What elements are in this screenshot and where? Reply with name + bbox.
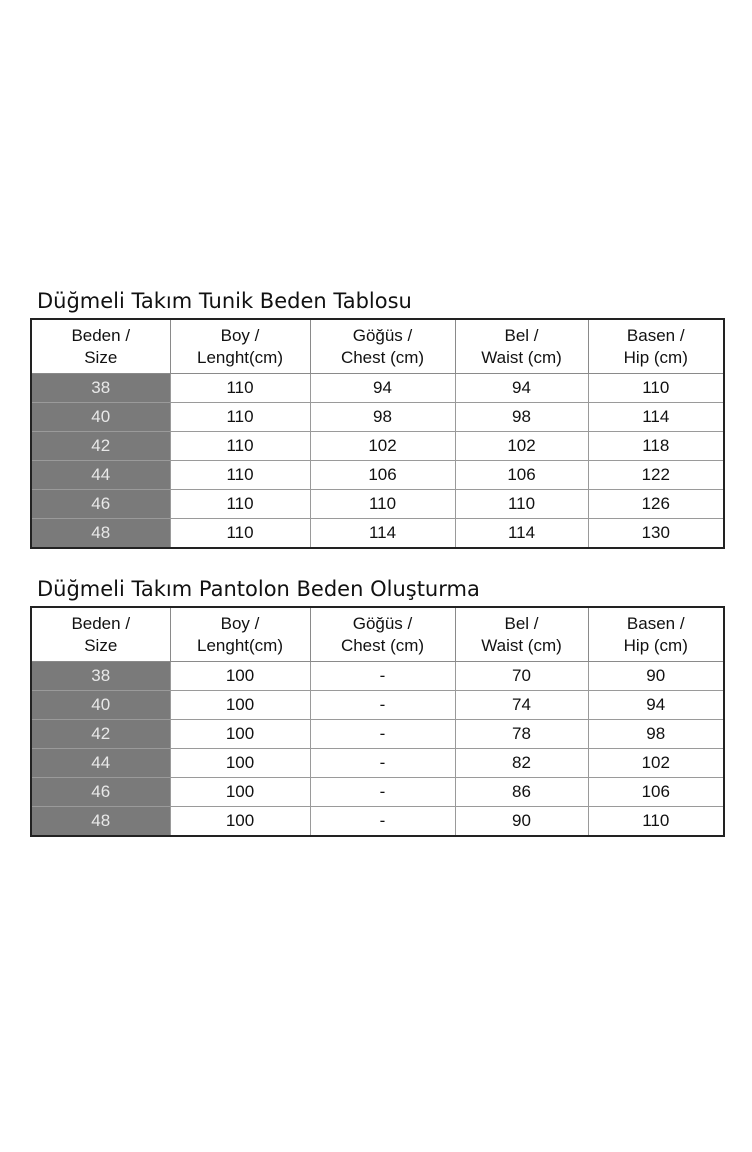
chest-cell: - bbox=[310, 691, 455, 720]
chest-cell: - bbox=[310, 778, 455, 807]
waist-cell: 110 bbox=[455, 490, 588, 519]
hip-cell: 122 bbox=[588, 461, 724, 490]
table-row bbox=[31, 720, 724, 749]
hip-cell: 106 bbox=[588, 778, 724, 807]
chest-cell: - bbox=[310, 720, 455, 749]
hip-cell: 98 bbox=[588, 720, 724, 749]
hip-cell: 126 bbox=[588, 490, 724, 519]
waist-header bbox=[455, 319, 588, 374]
size-cell: 40 bbox=[31, 691, 170, 720]
header-label-line: Basen / bbox=[626, 613, 685, 633]
waist-cell: 94 bbox=[455, 374, 588, 403]
hip-cell: 130 bbox=[588, 519, 724, 549]
table-header-row bbox=[31, 319, 724, 374]
size-header bbox=[31, 319, 170, 374]
table-row bbox=[31, 662, 724, 691]
hip-header bbox=[588, 607, 724, 662]
length-cell: 110 bbox=[170, 519, 310, 549]
hip-cell: 110 bbox=[588, 374, 724, 403]
hip-cell: 110 bbox=[588, 807, 724, 837]
header-label-line: Waist (cm) bbox=[481, 347, 562, 367]
table-row bbox=[31, 519, 724, 549]
tunik-size-table bbox=[30, 318, 725, 549]
waist-cell: 86 bbox=[455, 778, 588, 807]
length-cell: 100 bbox=[170, 720, 310, 749]
size-cell: 44 bbox=[31, 461, 170, 490]
size-cell: 46 bbox=[31, 490, 170, 519]
table-row bbox=[31, 691, 724, 720]
waist-cell: 74 bbox=[455, 691, 588, 720]
length-cell: 110 bbox=[170, 374, 310, 403]
chest-cell: 114 bbox=[310, 519, 455, 549]
length-cell: 100 bbox=[170, 691, 310, 720]
header-label-line: Size bbox=[84, 347, 118, 367]
table-row bbox=[31, 490, 724, 519]
chest-cell: - bbox=[310, 662, 455, 691]
table-row bbox=[31, 374, 724, 403]
header-label-line: Basen / bbox=[626, 325, 685, 345]
waist-header bbox=[455, 607, 588, 662]
hip-cell: 114 bbox=[588, 403, 724, 432]
size-cell: 42 bbox=[31, 432, 170, 461]
waist-cell: 78 bbox=[455, 720, 588, 749]
header-label-line: Chest (cm) bbox=[340, 635, 425, 655]
length-cell: 100 bbox=[170, 807, 310, 837]
chest-cell: 106 bbox=[310, 461, 455, 490]
waist-cell: 82 bbox=[455, 749, 588, 778]
chest-cell: 102 bbox=[310, 432, 455, 461]
length-cell: 100 bbox=[170, 778, 310, 807]
waist-cell: 114 bbox=[455, 519, 588, 549]
length-cell: 110 bbox=[170, 403, 310, 432]
pantolon-size-table bbox=[30, 606, 725, 837]
hip-cell: 102 bbox=[588, 749, 724, 778]
length-cell: 100 bbox=[170, 662, 310, 691]
length-cell: 110 bbox=[170, 432, 310, 461]
header-label-line: Beden / bbox=[71, 613, 131, 633]
length-cell: 110 bbox=[170, 490, 310, 519]
size-cell: 48 bbox=[31, 519, 170, 549]
tunik-chart-title: Düğmeli Takım Tunik Beden Tablosu bbox=[37, 289, 412, 313]
header-label-line: Göğüs / bbox=[352, 613, 413, 633]
pantolon-size-chart bbox=[30, 572, 723, 837]
size-cell: 40 bbox=[31, 403, 170, 432]
size-cell: 44 bbox=[31, 749, 170, 778]
length-cell: 100 bbox=[170, 749, 310, 778]
size-cell: 38 bbox=[31, 374, 170, 403]
tunik-size-chart bbox=[30, 284, 723, 549]
size-cell: 48 bbox=[31, 807, 170, 837]
header-label-line: Hip (cm) bbox=[623, 635, 688, 655]
hip-header bbox=[588, 319, 724, 374]
table-row bbox=[31, 461, 724, 490]
table-row bbox=[31, 807, 724, 837]
table-row bbox=[31, 432, 724, 461]
header-label-line: Lenght(cm) bbox=[197, 635, 283, 655]
waist-cell: 98 bbox=[455, 403, 588, 432]
size-header bbox=[31, 607, 170, 662]
chest-cell: - bbox=[310, 749, 455, 778]
pantolon-chart-title: Düğmeli Takım Pantolon Beden Oluşturma bbox=[37, 577, 480, 601]
size-cell: 38 bbox=[31, 662, 170, 691]
header-label-line: Bel / bbox=[504, 613, 539, 633]
size-cell: 46 bbox=[31, 778, 170, 807]
size-cell: 42 bbox=[31, 720, 170, 749]
header-label-line: Bel / bbox=[504, 325, 539, 345]
header-label-line: Waist (cm) bbox=[481, 635, 562, 655]
header-label-line: Boy / bbox=[220, 325, 260, 345]
header-label-line: Size bbox=[84, 635, 118, 655]
header-label-line: Hip (cm) bbox=[623, 347, 688, 367]
waist-cell: 90 bbox=[455, 807, 588, 837]
header-label-line: Chest (cm) bbox=[340, 347, 425, 367]
table-row bbox=[31, 749, 724, 778]
chest-cell: 110 bbox=[310, 490, 455, 519]
header-label-line: Göğüs / bbox=[352, 325, 413, 345]
header-label-line: Beden / bbox=[71, 325, 131, 345]
waist-cell: 70 bbox=[455, 662, 588, 691]
chest-cell: 98 bbox=[310, 403, 455, 432]
header-label-line: Boy / bbox=[220, 613, 260, 633]
length-header bbox=[170, 607, 310, 662]
hip-cell: 118 bbox=[588, 432, 724, 461]
waist-cell: 106 bbox=[455, 461, 588, 490]
hip-cell: 90 bbox=[588, 662, 724, 691]
table-header-row bbox=[31, 607, 724, 662]
table-row bbox=[31, 403, 724, 432]
chest-header bbox=[310, 607, 455, 662]
chest-header bbox=[310, 319, 455, 374]
header-label-line: Lenght(cm) bbox=[197, 347, 283, 367]
hip-cell: 94 bbox=[588, 691, 724, 720]
length-header bbox=[170, 319, 310, 374]
chest-cell: 94 bbox=[310, 374, 455, 403]
table-row bbox=[31, 778, 724, 807]
waist-cell: 102 bbox=[455, 432, 588, 461]
chest-cell: - bbox=[310, 807, 455, 837]
length-cell: 110 bbox=[170, 461, 310, 490]
